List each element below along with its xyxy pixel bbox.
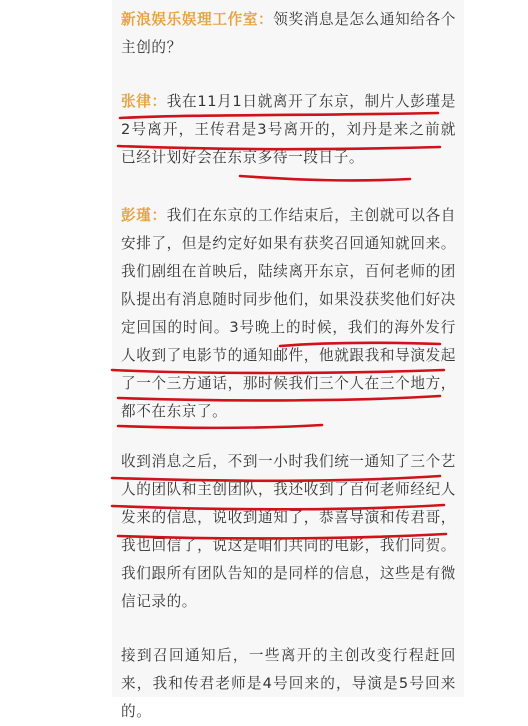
speaker-label: 张律：	[121, 93, 167, 110]
article-body	[112, 0, 464, 720]
right-margin	[464, 0, 528, 697]
paragraph-text: 我们在东京的工作结束后，主创就可以各自安排了，但是约定好如果有获奖召回通知就回来。我们剧组在首映后，陆续离开东京，百何老师的团队提出有消息随时同步他们，如果没获奖他们好决定回国的时间。3号晚上的时候，我们的海外发行人收到了电影节的通知邮件，他就跟我和导演发起了一个三方通话，那时候我们三个人在三个地方，都不在东京了。	[121, 207, 456, 420]
paragraph-text: 接到召回通知后，一些离开的主创改变行程赶回来，我和传君老师是4号回来的，导演是5号回来的。	[121, 647, 456, 720]
paragraph-text: 收到消息之后，不到一小时我们统一通知了三个艺人的团队和主创团队，我还收到了百何老师经纪人发来的信息，说收到通知了，恭喜导演和传君哥，我也回信了，说这是咱们共同的电影，我们同贺。我们跟所有团队告知的是同样的信息，这些是有微信记录的。	[121, 453, 456, 610]
article-content	[121, 6, 456, 726]
paragraph-question	[121, 6, 456, 62]
paragraph-notification	[121, 448, 456, 616]
speaker-label: 新浪娱乐娱理工作室：	[121, 11, 274, 28]
speaker-label: 彭瑾：	[121, 207, 167, 224]
paragraph-recall	[121, 642, 456, 726]
paragraph-text: 我在11月1日就离开了东京，制片人彭瑾是2号离开，王传君是3号离开的，刘丹是来之前就已经计划好会在东京多待一段日子。	[121, 93, 456, 166]
left-margin	[0, 0, 112, 697]
paragraph-text: 领奖消息是怎么通知给各个主创的？	[121, 11, 456, 56]
paragraph-peng-jin	[121, 202, 456, 426]
paragraph-zhang-lv	[121, 88, 456, 172]
